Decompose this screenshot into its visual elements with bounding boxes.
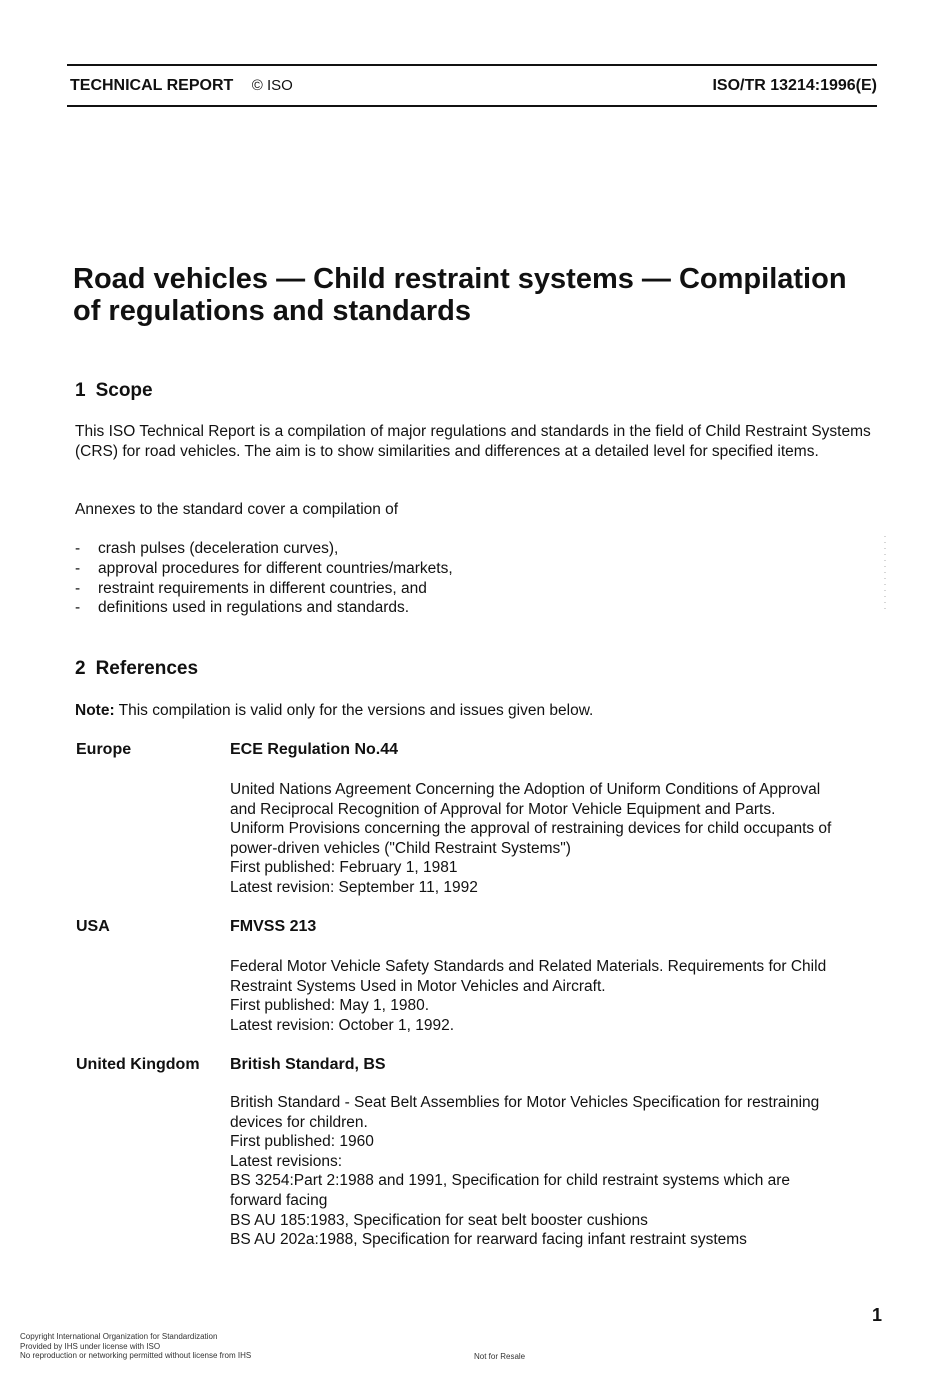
reference-line: Restraint Systems Used in Motor Vehicles and Aircraft. [230,977,606,995]
reference-description [230,1093,880,1250]
reference-name: FMVSS 213 [230,918,317,935]
list-item: - restraint requirements in different countries, and [75,579,453,599]
reference-line: BS AU 202a:1988, Specification for rearward facing infant restraint systems [230,1231,747,1249]
header-top-rule [67,64,877,66]
reference-description [230,957,880,1035]
reference-line: BS 3254:Part 2:1988 and 1991, Specification for child restraint systems which are [230,1172,791,1190]
references-note [75,701,875,721]
section-number: 1 [75,380,86,401]
reference-line: First published: 1960 [230,1133,374,1151]
reference-region: Europe [76,741,132,758]
header-bottom-rule [67,105,877,107]
document-title: Road vehicles — Child restraint systems — Compilation of regulations and standards [73,263,847,327]
report-type [70,77,293,95]
section-scope-heading [75,380,153,402]
list-item: - definitions used in regulations and standards. [75,598,453,618]
reference-line: First published: May 1, 1980. [230,997,430,1015]
reference-region: United Kingdom [76,1056,200,1073]
copyright-footer [20,1332,251,1361]
section-references-heading [75,658,198,680]
reference-line: and Reciprocal Recognition of Approval for Motor Vehicle Equipment and Parts. [230,800,776,818]
section-title: Scope [95,380,153,401]
reference-line: Federal Motor Vehicle Safety Standards and Related Materials. Requirements for Child [230,958,827,975]
reference-region: USA [76,918,110,935]
not-for-resale-footer: Not for Resale [474,1352,526,1361]
reference-line: power-driven vehicles ("Child Restraint Systems") [230,839,571,857]
annex-intro: Annexes to the standard cover a compilation of [75,501,399,518]
reference-name: British Standard, BS [230,1056,386,1073]
section-number: 2 [75,658,86,679]
reference-line: Latest revision: October 1, 1992. [230,1016,455,1034]
document-number: ISO/TR 13214:1996(E) [712,77,877,94]
list-item: - crash pulses (deceleration curves), [75,539,453,559]
footer-line: Provided by IHS under license with ISO [20,1341,161,1351]
reference-line: devices for children. [230,1113,368,1131]
reference-line: Latest revisions: [230,1152,342,1170]
report-type-label: TECHNICAL REPORT [70,77,234,94]
reference-line: Latest revision: September 11, 1992 [230,878,478,896]
reference-line: British Standard - Seat Belt Assemblies for Motor Vehicles Specification for restraining [230,1094,820,1111]
reference-name: ECE Regulation No.44 [230,741,399,758]
section-title: References [95,658,199,679]
footer-line: No reproduction or networking permitted without license from IHS [20,1351,252,1360]
note-text: This compilation is valid only for the versions and issues given below. [114,702,594,719]
annex-list [75,539,453,618]
reference-line: First published: February 1, 1981 [230,859,458,877]
reference-description [230,780,880,898]
footer-line: Copyright International Organization for Standardization [20,1332,218,1341]
list-item: - approval procedures for different countries/markets, [75,559,453,579]
note-label: Note: [75,702,115,719]
reference-line: BS AU 185:1983, Specification for seat belt booster cushions [230,1211,648,1229]
scan-artifact [884,536,886,610]
page-number: 1 [871,1305,882,1325]
scope-paragraph: This ISO Technical Report is a compilation of major regulations and standards in the field of Child Restraint Systems (CRS) for road vehicles. The aim is to show similarities and differences at a detailed level for specified items. [75,423,871,460]
reference-line: forward facing [230,1191,328,1209]
reference-line: Uniform Provisions concerning the approval of restraining devices for child occupants of [230,820,832,838]
copyright-mark: © ISO [251,77,293,94]
reference-line: United Nations Agreement Concerning the Adoption of Uniform Conditions of Approval [230,781,821,798]
